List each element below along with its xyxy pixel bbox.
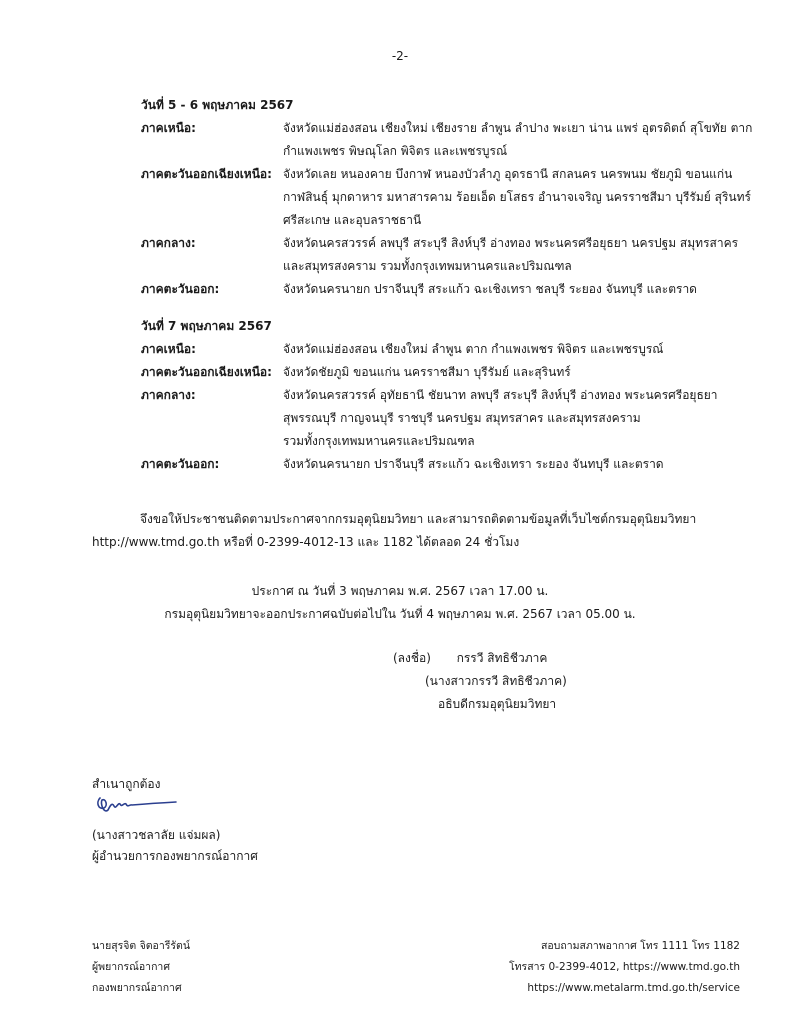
region-name: ภาคตะวันออก: — [141, 282, 220, 296]
province-line: จังหวัดนครสวรรค์ ลพบุรี สระบุรี สิงห์บุรี อ่างทอง พระนครศรีอยุธยา นครปฐม สมุทรสาคร — [283, 236, 739, 250]
contact-phone: สอบถามสภาพอากาศ โทร 1111 โทร 1182 — [540, 940, 740, 952]
page-number: -2- — [391, 49, 409, 63]
forecaster-name: นายสุรจิต จิตอารีรัตน์ — [92, 940, 191, 952]
region-row — [141, 278, 741, 301]
advice-paragraph — [92, 508, 722, 554]
signer-position: อธิบดีกรมอุตุนิยมวิทยา — [438, 697, 557, 711]
footer-left — [92, 936, 190, 999]
region-name: ภาคเหนือ: — [141, 342, 196, 356]
region-name: ภาคกลาง: — [141, 236, 196, 250]
province-list — [283, 453, 723, 476]
region-name: ภาคกลาง: — [141, 388, 196, 402]
contact-service-url: https://www.metalarm.tmd.go.th/service — [527, 982, 740, 994]
region-row — [141, 117, 753, 163]
region-row — [141, 361, 741, 384]
province-list — [283, 117, 753, 163]
region-name: ภาคตะวันออกเฉียงเหนือ: — [141, 167, 272, 181]
section-title: วันที่ 7 พฤษภาคม 2567 — [141, 319, 272, 333]
region-row — [141, 232, 741, 278]
advice-line-with-link: http://www.tmd.go.th หรือที่ 0-2399-4012-13 และ 1182 ได้ตลอด 24 ชั่วโมง — [92, 535, 520, 549]
forecast-section-may-5-6 — [141, 94, 753, 301]
signer-full-name: (นางสาวกรรวี สิทธิชีวภาค) — [425, 674, 567, 688]
region-row — [141, 384, 741, 453]
province-list — [283, 278, 723, 301]
province-line: และสมุทรสงคราม รวมทั้งกรุงเทพมหานครและปริมณฑล — [283, 259, 572, 273]
province-list — [283, 163, 751, 232]
province-line: จังหวัดแม่ฮ่องสอน เชียงใหม่ ลำพูน ตาก กำแพงเพชร พิจิตร และเพชรบูรณ์ — [283, 342, 664, 356]
province-line: จังหวัดนครนายก ปราจีนบุรี สระแก้ว ฉะเชิงเทรา ระยอง จันทบุรี และตราด — [283, 457, 664, 471]
province-line: จังหวัดแม่ฮ่องสอน เชียงใหม่ เชียงราย ลำพูน ลำปาง พะเยา น่าน แพร่ อุตรดิตถ์ สุโขทัย ตาก — [283, 121, 753, 135]
region-name: ภาคตะวันออกเฉียงเหนือ: — [141, 365, 272, 379]
province-line: ศรีสะเกษ และอุบลราชธานี — [283, 213, 422, 227]
certifier-position: ผู้อำนวยการกองพยากรณ์อากาศ — [92, 849, 258, 863]
footer-right — [509, 936, 740, 999]
region-row — [141, 453, 741, 476]
province-line: จังหวัดชัยภูมิ ขอนแก่น นครราชสีมา บุรีรัมย์ และสุรินทร์ — [283, 365, 571, 379]
province-list — [283, 361, 723, 384]
province-line: จังหวัดเลย หนองคาย บึงกาฬ หนองบัวลำภู อุดรธานี สกลนคร นครพนม ชัยภูมิ ขอนแก่น — [283, 167, 733, 181]
issued-datetime: ประกาศ ณ วันที่ 3 พฤษภาคม พ.ศ. 2567 เวลา 17.00 น. — [251, 584, 549, 598]
signed-name: กรรวี สิทธิชีวภาค — [456, 651, 548, 665]
forecaster-division: กองพยากรณ์อากาศ — [92, 982, 182, 994]
province-list — [283, 384, 723, 453]
signed-prefix: (ลงชื่อ) — [393, 651, 431, 665]
province-list — [283, 232, 739, 278]
region-row — [141, 163, 751, 232]
certifier-name: (นางสาวชลาลัย แจ่มผล) — [92, 828, 221, 842]
province-line: จังหวัดนครสวรรค์ อุทัยธานี ชัยนาท ลพบุรี สระบุรี สิงห์บุรี อ่างทอง พระนครศรีอยุธยา — [283, 388, 718, 402]
contact-fax-website: โทรสาร 0-2399-4012, https://www.tmd.go.th — [509, 961, 740, 973]
section-title: วันที่ 5 - 6 พฤษภาคม 2567 — [141, 98, 294, 112]
handwritten-signature — [92, 792, 182, 820]
province-line: จังหวัดนครนายก ปราจีนบุรี สระแก้ว ฉะเชิงเทรา ชลบุรี ระยอง จันทบุรี และตราด — [283, 282, 697, 296]
region-name: ภาคเหนือ: — [141, 121, 196, 135]
announcement-block — [0, 580, 800, 626]
province-line: กาฬสินธุ์ มุกดาหาร มหาสารคาม ร้อยเอ็ด ยโสธร อำนาจเจริญ นครราชสีมา บุรีรัมย์ สุรินทร์ — [283, 190, 751, 204]
forecaster-title: ผู้พยากรณ์อากาศ — [92, 961, 170, 973]
signed-line — [393, 647, 547, 670]
province-list — [283, 338, 723, 361]
province-line: กำแพงเพชร พิษณุโลก พิจิตร และเพชรบูรณ์ — [283, 144, 508, 158]
certified-copy-label: สำเนาถูกต้อง — [92, 777, 161, 791]
province-line: รวมทั้งกรุงเทพมหานครและปริมณฑล — [283, 434, 475, 448]
region-row — [141, 338, 741, 361]
province-line: สุพรรณบุรี กาญจนบุรี ราชบุรี นครปฐม สมุทรสาคร และสมุทรสงคราม — [283, 411, 641, 425]
advice-line: จึงขอให้ประชาชนติดตามประกาศจากกรมอุตุนิยมวิทยา และสามารถติดตามข้อมูลที่เว็บไซต์กรมอุตุนิยมวิทยา — [140, 512, 697, 526]
next-issue-datetime: กรมอุตุนิยมวิทยาจะออกประกาศฉบับต่อไปใน วันที่ 4 พฤษภาคม พ.ศ. 2567 เวลา 05.00 น. — [164, 607, 636, 621]
forecast-section-may-7 — [141, 315, 741, 476]
region-name: ภาคตะวันออก: — [141, 457, 220, 471]
